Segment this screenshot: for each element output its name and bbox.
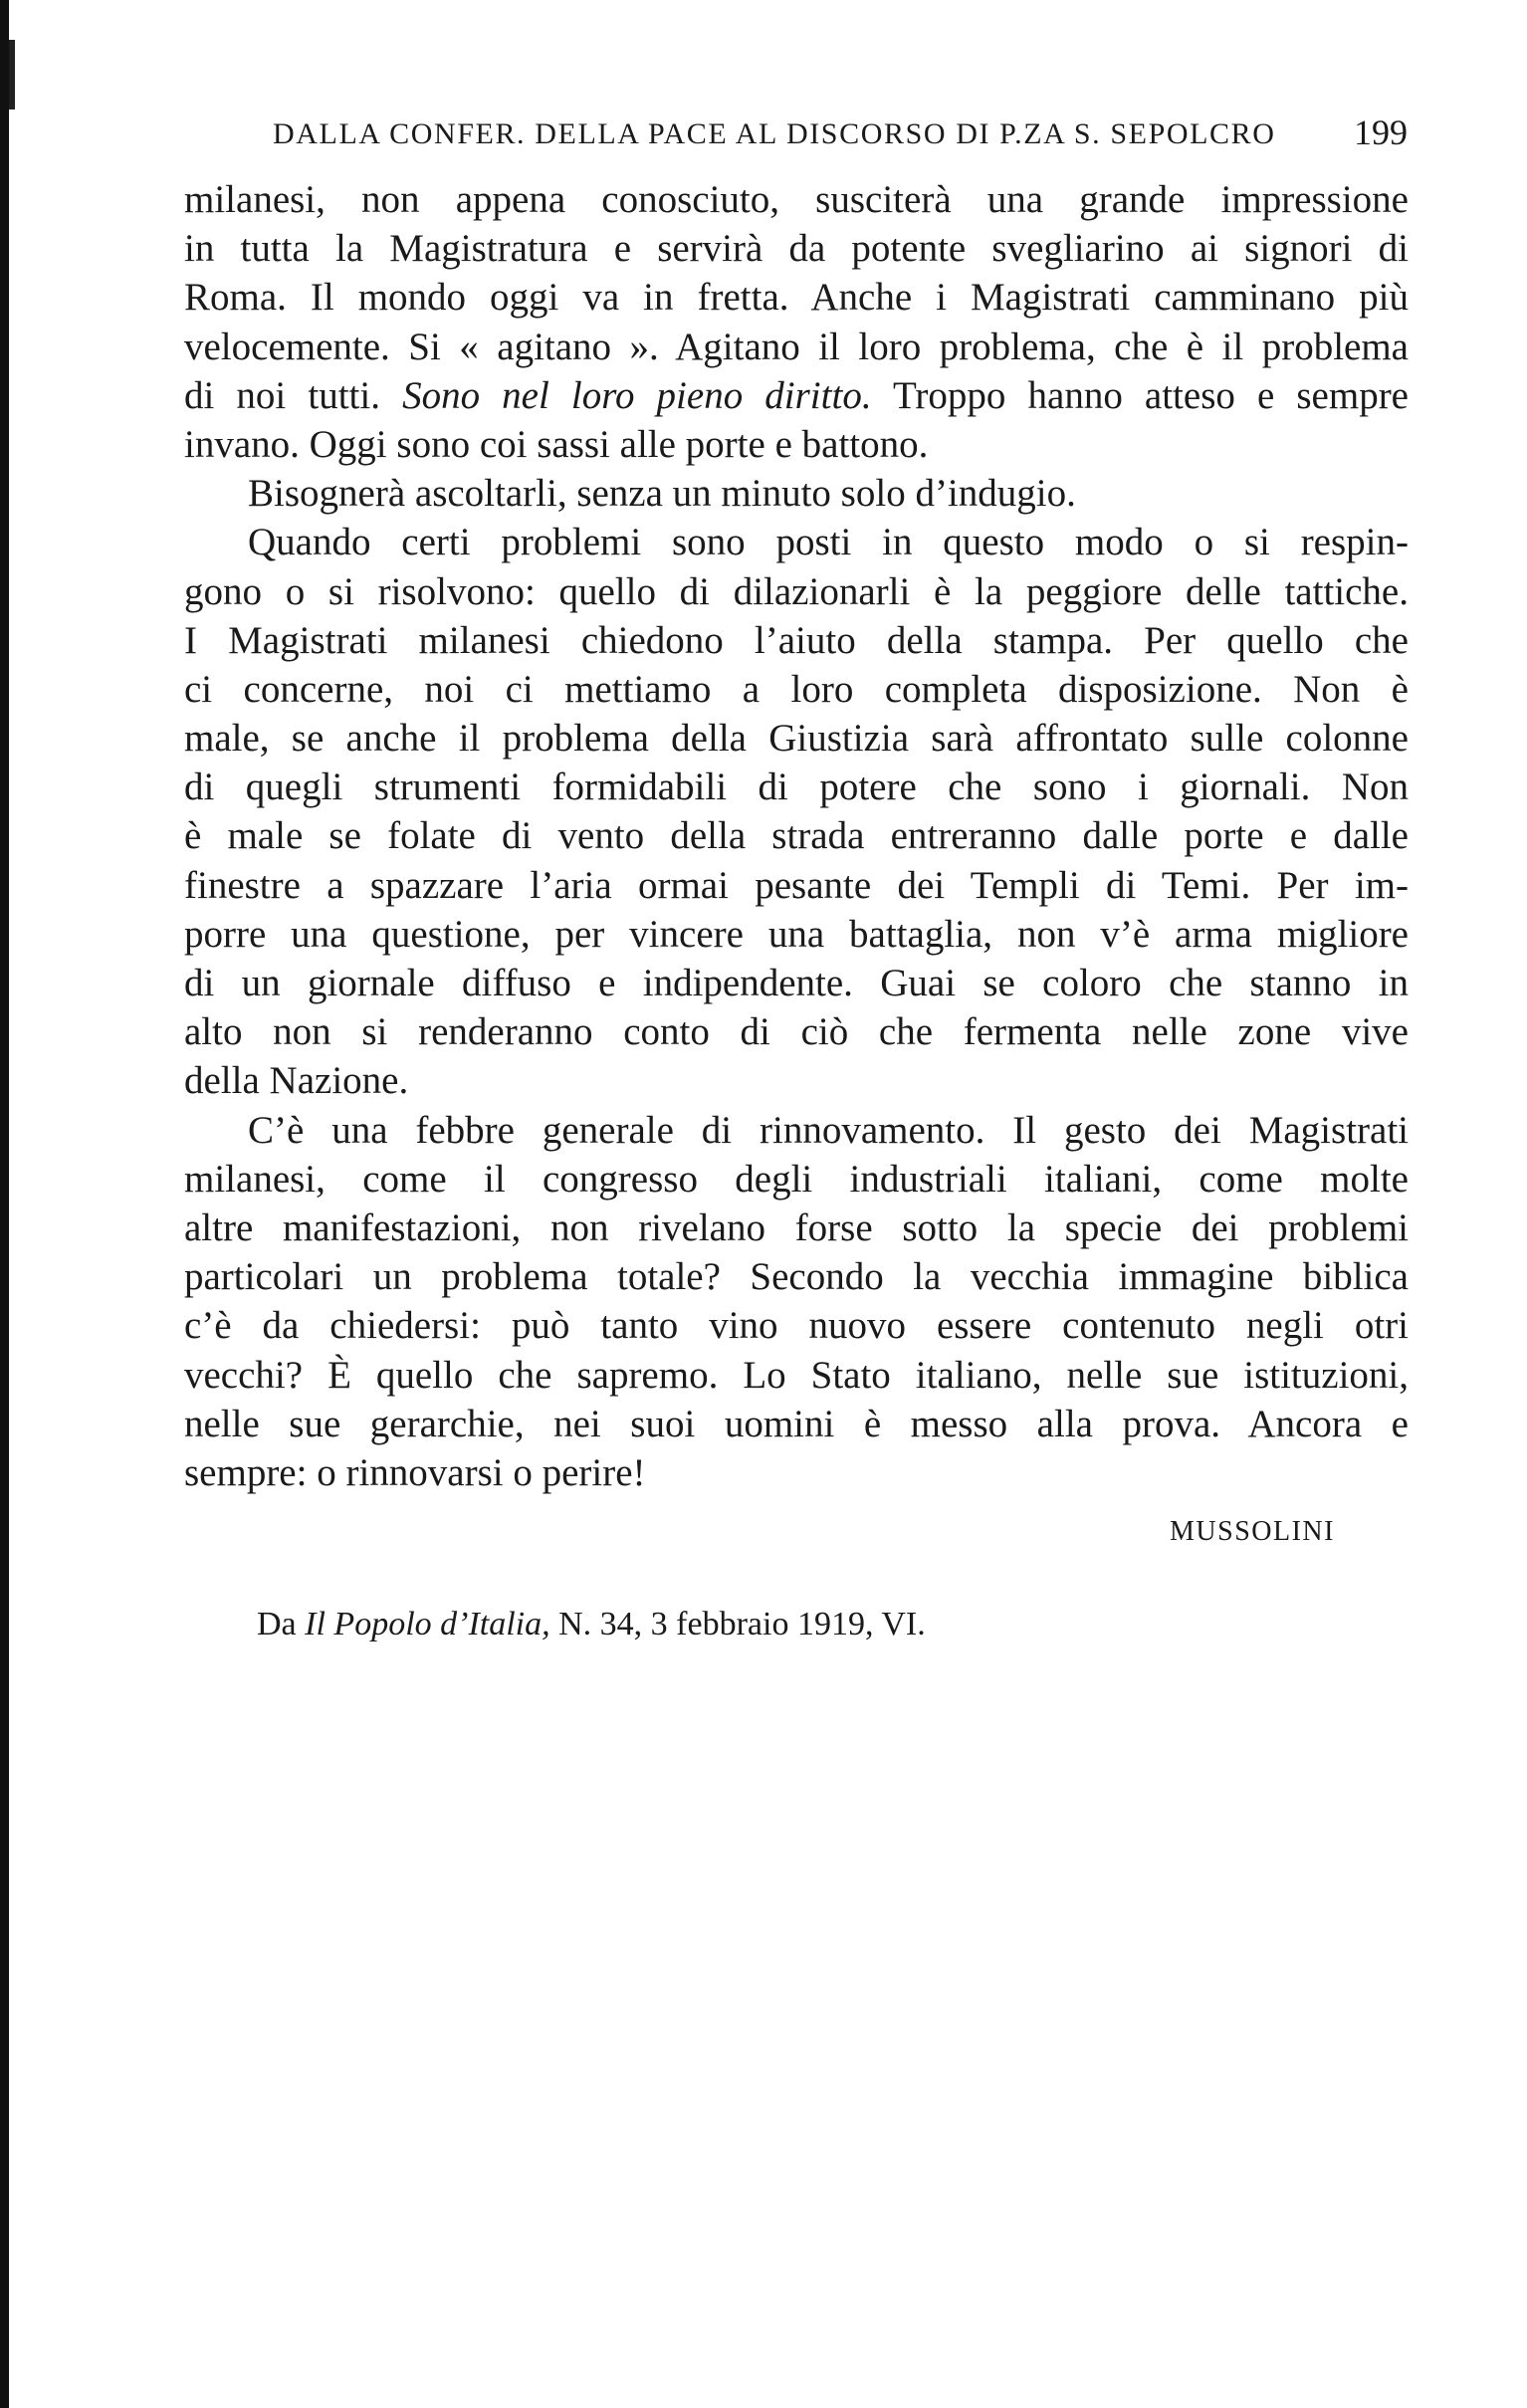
- text-line: invano. Oggi sono coi sassi alle porte e battono.: [184, 422, 929, 466]
- text-line: milanesi, non appena conosciuto, susciterà una grande impressione: [184, 178, 1409, 221]
- text-line: alto non si renderanno conto di ciò che fermenta nelle zone vive: [184, 1010, 1409, 1054]
- book-spine-shadow: [0, 0, 9, 2408]
- author-signature: MUSSOLINI: [1170, 1516, 1335, 1547]
- text-line: c’è da chiedersi: può tanto vino nuovo essere contenuto negli otri: [184, 1304, 1409, 1348]
- running-head: DALLA CONFER. DELLA PACE AL DISCORSO DI P.ZA S. SEPOLCRO: [273, 117, 1276, 150]
- text-line: Bisognerà ascoltarli, senza un minuto solo d’indugio.: [248, 472, 1076, 516]
- text-line: sempre: o rinnovarsi o perire!: [184, 1450, 646, 1494]
- source-publication: Il Popolo d’Italia,: [305, 1606, 550, 1642]
- italic-segment: Sono nel loro pieno diritto.: [402, 373, 872, 417]
- article-body: [184, 175, 1409, 1497]
- source-prefix: Da: [257, 1606, 306, 1642]
- text-line: ci concerne, noi ci mettiamo a loro completa disposizione. Non è: [184, 667, 1409, 711]
- text-line: finestre a spazzare l’aria ormai pesante dei Templi di Temi. Per im-: [184, 863, 1409, 907]
- text-line: gono o si risolvono: quello di dilazionarli è la peggiore delle tattiche.: [184, 569, 1409, 613]
- text-line: I Magistrati milanesi chiedono l’aiuto della stampa. Per quello che: [184, 618, 1409, 662]
- ink-blot: [9, 40, 15, 109]
- text-line: nelle sue gerarchie, nei suoi uomini è messo alla prova. Ancora e: [184, 1402, 1409, 1445]
- text-line: velocemente. Si « agitano ». Agitano il loro problema, che è il problema: [184, 325, 1409, 368]
- text-line: è male se folate di vento della strada entreranno dalle porte e dalle: [184, 814, 1409, 858]
- text-line: della Nazione.: [184, 1059, 409, 1103]
- text-line: [184, 371, 1409, 420]
- source-details: N. 34, 3 febbraio 1919, VI.: [549, 1606, 926, 1642]
- source-citation: [257, 1606, 926, 1643]
- text-line: porre una questione, per vincere una battaglia, non v’è arma migliore: [184, 912, 1409, 956]
- text-segment: di noi tutti.: [184, 373, 403, 417]
- page-header: [273, 111, 1408, 161]
- text-line: in tutta la Magistratura e servirà da potente svegliarino ai signori di: [184, 227, 1409, 271]
- text-line: particolari un problema totale? Secondo la vecchia immagine biblica: [184, 1255, 1409, 1299]
- text-segment: Troppo hanno atteso e sempre: [871, 373, 1409, 417]
- text-line: milanesi, come il congresso degli industriali italiani, come molte: [184, 1157, 1409, 1201]
- text-line: vecchi? È quello che sapremo. Lo Stato italiano, nelle sue istituzioni,: [184, 1353, 1409, 1397]
- text-line: Roma. Il mondo oggi va in fretta. Anche i Magistrati camminano più: [184, 276, 1409, 320]
- text-line: di un giornale diffuso e indipendente. Guai se coloro che stanno in: [184, 962, 1409, 1004]
- text-line: C’è una febbre generale di rinnovamento. Il gesto dei Magistrati: [248, 1108, 1409, 1152]
- text-line: male, se anche il problema della Giustizia sarà affrontato sulle colonne: [184, 717, 1409, 761]
- text-line: Quando certi problemi sono posti in questo modo o si respin-: [248, 521, 1409, 564]
- text-line: altre manifestazioni, non rivelano forse sotto la specie dei problemi: [184, 1205, 1409, 1249]
- text-line: di quegli strumenti formidabili di potere che sono i giornali. Non: [184, 766, 1409, 809]
- page-number: 199: [1354, 112, 1408, 152]
